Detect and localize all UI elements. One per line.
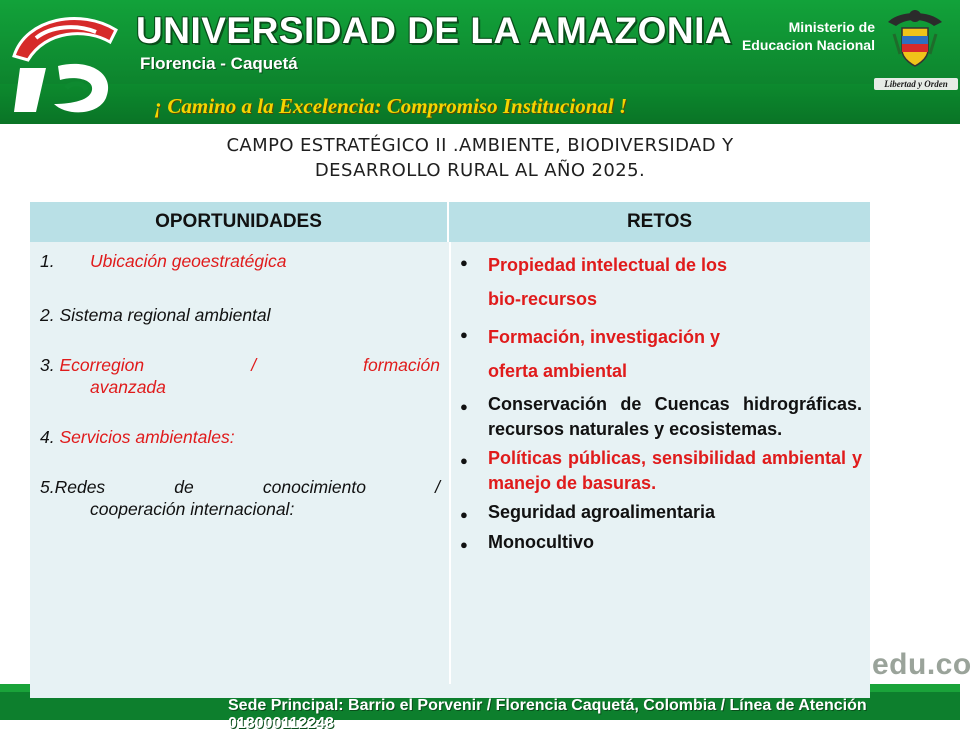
oportunidad-item-3 [40, 354, 440, 398]
oportunidad-line [40, 476, 440, 498]
university-city: Florencia - Caquetá [140, 54, 298, 73]
reto-item-3 [460, 392, 862, 442]
reto-line: Formación, investigación y [488, 327, 721, 347]
ministry-line-2: Educacion Nacional [741, 37, 875, 53]
reto-text: Seguridad agroalimentaria [488, 502, 716, 522]
university-name: UNIVERSIDAD DE LA AMAZONIA [136, 10, 733, 51]
ministry-label [735, 18, 875, 54]
oportunidad-word: de [174, 477, 194, 497]
oportunidad-item-5 [40, 476, 440, 520]
reto-text [488, 320, 862, 388]
table-bottom-extension [30, 684, 870, 698]
column-header-retos: RETOS [626, 211, 693, 232]
oportunidad-item-4 [40, 426, 440, 448]
oportunidad-number: 4. [40, 427, 55, 447]
oportunidad-word: / [435, 477, 440, 497]
oportunidad-text: Servicios ambientales: [59, 427, 235, 447]
table-header-row [30, 202, 870, 242]
oportunidad-continuation: avanzada [90, 377, 166, 397]
reto-item-6 [460, 530, 862, 556]
retos-list [460, 248, 862, 560]
oportunidad-word: Ecorregion [59, 355, 145, 375]
reto-item-4 [460, 446, 862, 496]
reto-line: oferta ambiental [488, 361, 628, 381]
bullet-icon: ● [460, 255, 468, 270]
reto-item-1 [460, 248, 862, 316]
university-logo [6, 8, 126, 118]
column-divider [449, 242, 451, 698]
bullet-icon: ● [460, 327, 468, 342]
oportunidades-list [40, 250, 440, 538]
bullet-icon: ● [460, 453, 468, 468]
oportunidad-continuation: cooperación internacional: [90, 499, 295, 519]
oportunidad-word: formación [363, 355, 440, 375]
oportunidad-item-1 [40, 250, 440, 272]
institutional-slogan: ¡ Camino a la Excelencia: Compromiso Institucional ! [154, 94, 628, 118]
bullet-icon: ● [460, 507, 468, 522]
footer-contact: Sede Principal: Barrio el Porvenir / Florencia Caquetá, Colombia / Línea de Atención 018000112248 [228, 697, 867, 732]
reto-text [488, 248, 862, 316]
oportunidad-number [40, 354, 144, 376]
page-title-line-1: CAMPO ESTRATÉGICO II .AMBIENTE, BIODIVERSIDAD Y [226, 135, 734, 156]
oportunidad-word: conocimiento [262, 477, 366, 497]
page-title-line-2: DESARROLLO RURAL AL AÑO 2025. [314, 160, 646, 181]
reto-text: Monocultivo [488, 532, 594, 552]
oportunidad-text: Ubicación geoestratégica [90, 251, 287, 271]
reto-text: Conservación de Cuencas hidrográficas. recursos naturales y ecosistemas. [488, 394, 862, 439]
oportunidad-text: 2. Sistema regional ambiental [40, 305, 271, 325]
oportunidad-number-value: 3. [40, 355, 55, 375]
oportunidad-number: 1. [40, 251, 55, 271]
bullet-icon: ● [460, 537, 468, 552]
oportunidad-line [40, 354, 440, 376]
ministry-line-1: Ministerio de [788, 19, 875, 35]
reto-item-2 [460, 320, 862, 388]
colombia-coat-of-arms-icon [880, 4, 950, 74]
reto-text: Políticas públicas, sensibilidad ambiental y manejo de basuras. [488, 448, 862, 493]
bullet-icon: ● [460, 399, 468, 414]
page-title [100, 133, 860, 183]
crest-motto: Libertad y Orden [874, 78, 958, 90]
oportunidad-word: 5.Redes [40, 477, 106, 497]
oportunidad-item-2 [40, 304, 440, 326]
oportunidad-word: / [251, 355, 257, 375]
column-header-oportunidades: OPORTUNIDADES [30, 202, 449, 242]
header-banner [0, 0, 960, 124]
reto-item-5 [460, 500, 862, 526]
strategy-table [30, 202, 870, 698]
reto-line: bio-recursos [488, 289, 598, 309]
reto-line: Propiedad intelectual de los [488, 255, 728, 275]
domain-watermark: edu.co [872, 648, 972, 681]
